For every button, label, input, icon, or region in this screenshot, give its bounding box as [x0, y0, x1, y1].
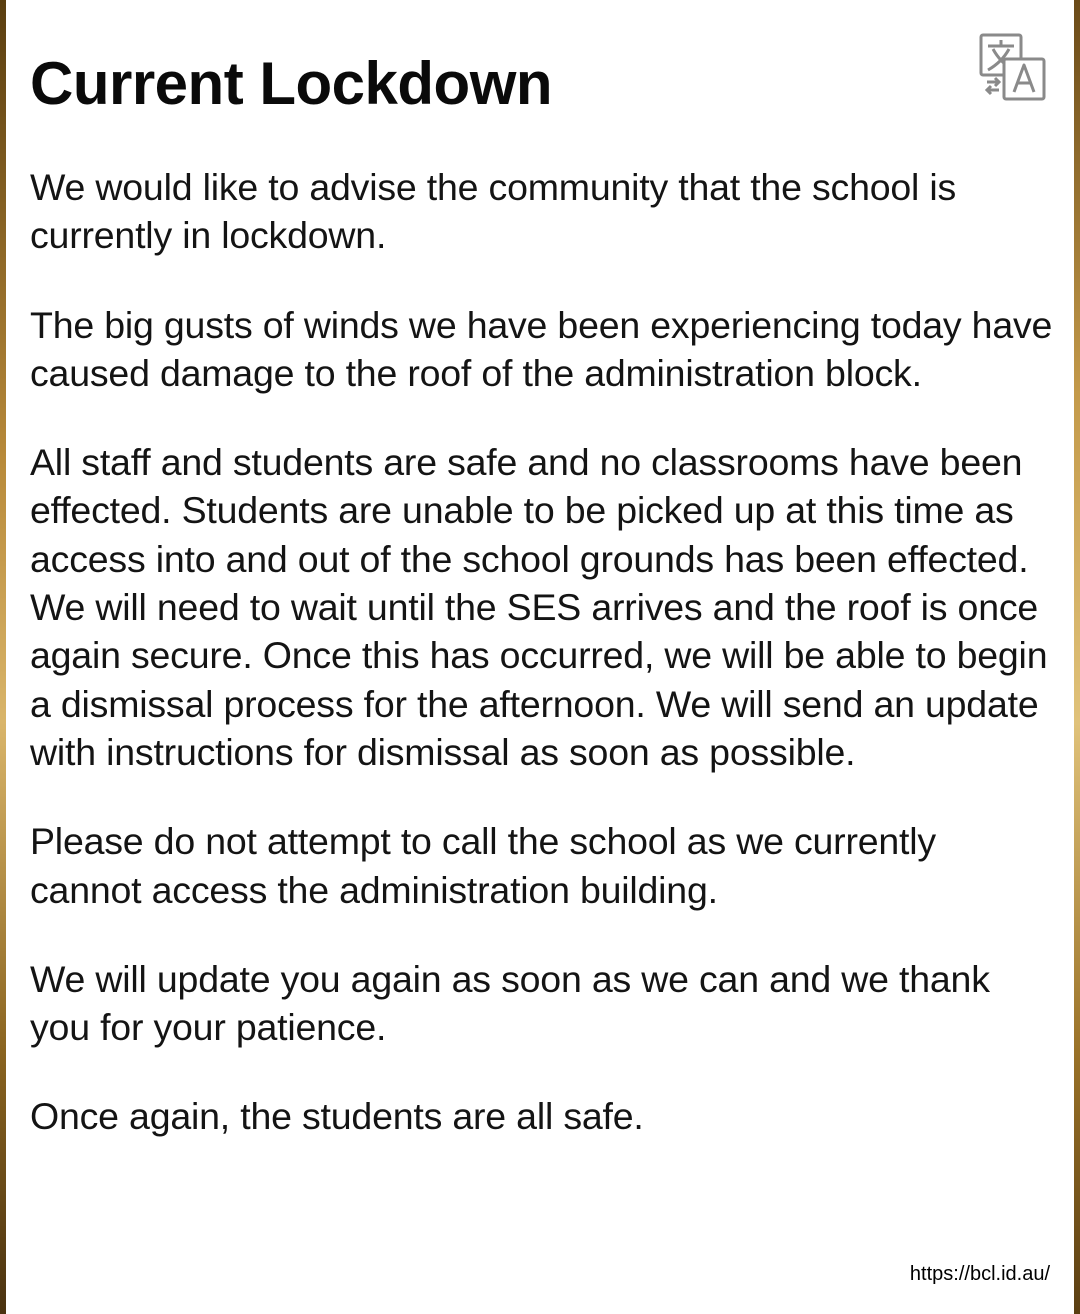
- translate-icon: [978, 32, 1048, 102]
- notice-content: [30, 0, 1060, 1314]
- paragraph-lockdown-advice: We would like to advise the community that the school is currently in lockdown.: [30, 166, 957, 257]
- notice-body: [30, 163, 1055, 1182]
- right-gold-border: [1074, 0, 1080, 1314]
- source-url-link[interactable]: https://bcl.id.au/: [909, 1263, 1050, 1285]
- paragraph-students-safe: Once again, the students are all safe.: [30, 1095, 644, 1138]
- translate-button[interactable]: [978, 32, 1048, 102]
- left-gold-border: [0, 0, 6, 1314]
- paragraph-thank-you: We will update you again as soon as we can and we thank you for your patience.: [30, 957, 990, 1049]
- paragraph-do-not-call: Please do not attempt to call the school as we currently cannot access the administration building.: [30, 820, 936, 911]
- page-title: Current Lockdown: [30, 50, 553, 117]
- paragraph-safety-and-pickup: All staff and students are safe and no classrooms have been effected. Students are unable to be picked up at this time as access into and out of the school grounds has been effected. We will need to wait until the SES arrives and the roof is once again secure. Once this has occurred, we will be able to begin a dismissal process for the afternoon. We will send an update with instructions for dismissal as soon as possible.: [30, 441, 1048, 773]
- paragraph-roof-damage: The big gusts of winds we have been experiencing today have caused damage to the roof of the administration block.: [30, 303, 1053, 394]
